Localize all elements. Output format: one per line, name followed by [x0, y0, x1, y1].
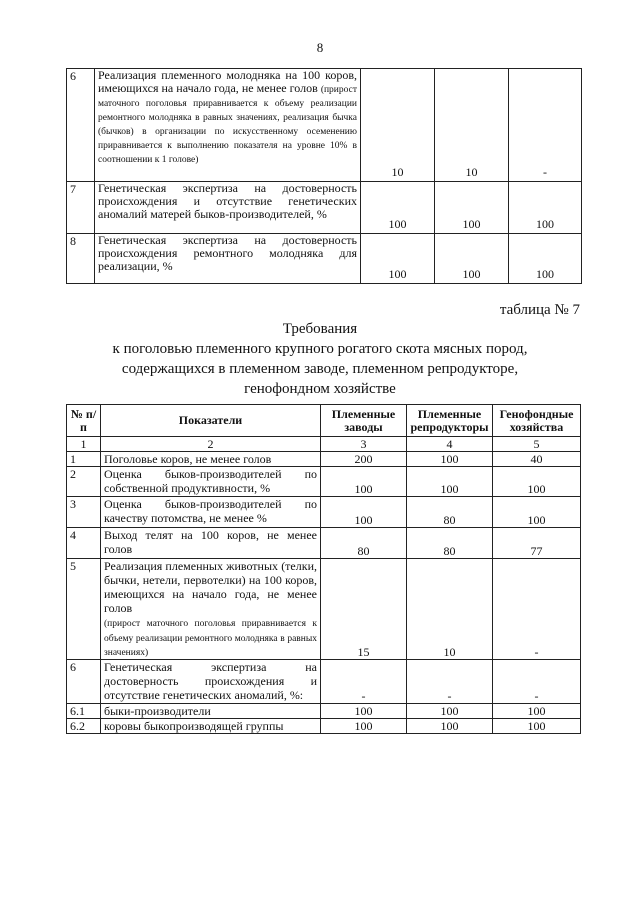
value-cell: 80	[407, 528, 493, 559]
table-row	[67, 182, 582, 234]
row-number: 7	[67, 182, 95, 234]
value-cell: 77	[493, 528, 581, 559]
value-cell: 200	[321, 452, 407, 467]
value-cell: 100	[321, 718, 407, 733]
column-index: 2	[101, 437, 321, 452]
row-indicator: Поголовье коров, не менее голов	[101, 452, 321, 467]
column-header-indicators: Показатели	[101, 405, 321, 437]
column-header-breeding-plants: Племенные заводы	[321, 405, 407, 437]
value-cell: 15	[321, 559, 407, 660]
value-cell: 10	[361, 69, 435, 182]
table-row	[67, 467, 581, 497]
row-number: 5	[67, 559, 101, 660]
value-cell: -	[509, 69, 582, 182]
table-row	[67, 559, 581, 660]
value-cell: 100	[321, 467, 407, 497]
column-header-breeding-reproducers: Племенные репродукторы	[407, 405, 493, 437]
value-cell: 100	[493, 718, 581, 733]
row-indicator: Выход телят на 100 коров, не менее голов	[101, 528, 321, 559]
value-cell: -	[493, 659, 581, 703]
row-indicator: Генетическая экспертиза на достоверность происхождения и отсутствие генетических аномалий, %:	[101, 659, 321, 703]
table-heading-line: Требования	[282, 321, 358, 337]
table-number-label: таблица № 7	[499, 302, 580, 318]
row-number: 8	[67, 234, 95, 284]
requirements-table-7	[66, 404, 581, 734]
row-number: 3	[67, 497, 101, 528]
continued-requirements-table	[66, 68, 582, 284]
row-number: 6.1	[67, 703, 101, 718]
value-cell: 100	[435, 182, 509, 234]
table-row	[67, 234, 582, 284]
value-cell: -	[493, 559, 581, 660]
indicator-note: (прирост маточного поголовья приравнивается к объему реализации ремонтного молодняка в равных значениях)	[104, 619, 317, 658]
value-cell: 80	[321, 528, 407, 559]
row-indicator: Оценка быков-производителей по собственной продуктивности, %	[101, 467, 321, 497]
value-cell: 100	[435, 234, 509, 284]
value-cell: 100	[361, 182, 435, 234]
value-cell: 80	[407, 497, 493, 528]
column-index: 1	[67, 437, 101, 452]
row-number: 6	[67, 659, 101, 703]
row-indicator: Генетическая экспертиза на достоверность происхождения и отсутствие генетических аномалий матерей быков-производителей, %	[95, 182, 361, 234]
column-header-number: № п/п	[67, 405, 101, 437]
indicator-text: Реализация племенного молодняка на 100 коров, имеющихся на начало года, не менее голов	[98, 68, 357, 95]
value-cell: -	[321, 659, 407, 703]
column-index: 5	[493, 437, 581, 452]
column-index: 4	[407, 437, 493, 452]
column-index-row	[67, 437, 581, 452]
row-number: 4	[67, 528, 101, 559]
table-row	[67, 703, 581, 718]
table-heading-line: содержащихся в племенном заводе, племенном репродукторе,	[121, 361, 519, 377]
table-row	[67, 718, 581, 733]
table-heading-line: к поголовью племенного крупного рогатого скота мясных пород,	[112, 341, 528, 357]
column-index: 3	[321, 437, 407, 452]
value-cell: 10	[407, 559, 493, 660]
value-cell: 10	[435, 69, 509, 182]
table-header-row	[67, 405, 581, 437]
table-row	[67, 528, 581, 559]
indicator-text: Реализация племенных животных (телки, бычки, нетели, первотелки) на 100 коров, имеющихся на начало года, не менее голов	[104, 559, 317, 615]
row-indicator: быки-производители	[101, 703, 321, 718]
table-row	[67, 452, 581, 467]
row-indicator: Оценка быков-производителей по качеству потомства, не менее %	[101, 497, 321, 528]
row-number: 2	[67, 467, 101, 497]
value-cell: -	[407, 659, 493, 703]
value-cell: 100	[407, 718, 493, 733]
indicator-note: (прирост маточного поголовья приравнивается к объему реализации ремонтного молодняка в равных значениях, реализация бычка (бычков) в организации по искусственному осеменению приравнивается к выполнению показателя на уровне 10% в соотношении к 1 голове)	[98, 85, 357, 165]
row-number: 1	[67, 452, 101, 467]
value-cell: 100	[509, 234, 582, 284]
value-cell: 100	[493, 467, 581, 497]
value-cell: 100	[407, 703, 493, 718]
row-indicator: Генетическая экспертиза на достоверность происхождения ремонтного молодняка для реализации, %	[95, 234, 361, 284]
row-number: 6.2	[67, 718, 101, 733]
value-cell: 40	[493, 452, 581, 467]
value-cell: 100	[509, 182, 582, 234]
row-indicator	[101, 559, 321, 660]
value-cell: 100	[407, 452, 493, 467]
table-row	[67, 69, 582, 182]
value-cell: 100	[407, 467, 493, 497]
row-indicator	[95, 69, 361, 182]
table-heading-line: генофондном хозяйстве	[244, 381, 396, 397]
value-cell: 100	[493, 703, 581, 718]
table-row	[67, 497, 581, 528]
page-number: 8	[316, 40, 324, 55]
row-number: 6	[67, 69, 95, 182]
value-cell: 100	[321, 703, 407, 718]
row-indicator: коровы быкопроизводящей группы	[101, 718, 321, 733]
value-cell: 100	[361, 234, 435, 284]
value-cell: 100	[321, 497, 407, 528]
table-row	[67, 659, 581, 703]
column-header-gene-pool-farms: Генофондные хозяйства	[493, 405, 581, 437]
value-cell: 100	[493, 497, 581, 528]
